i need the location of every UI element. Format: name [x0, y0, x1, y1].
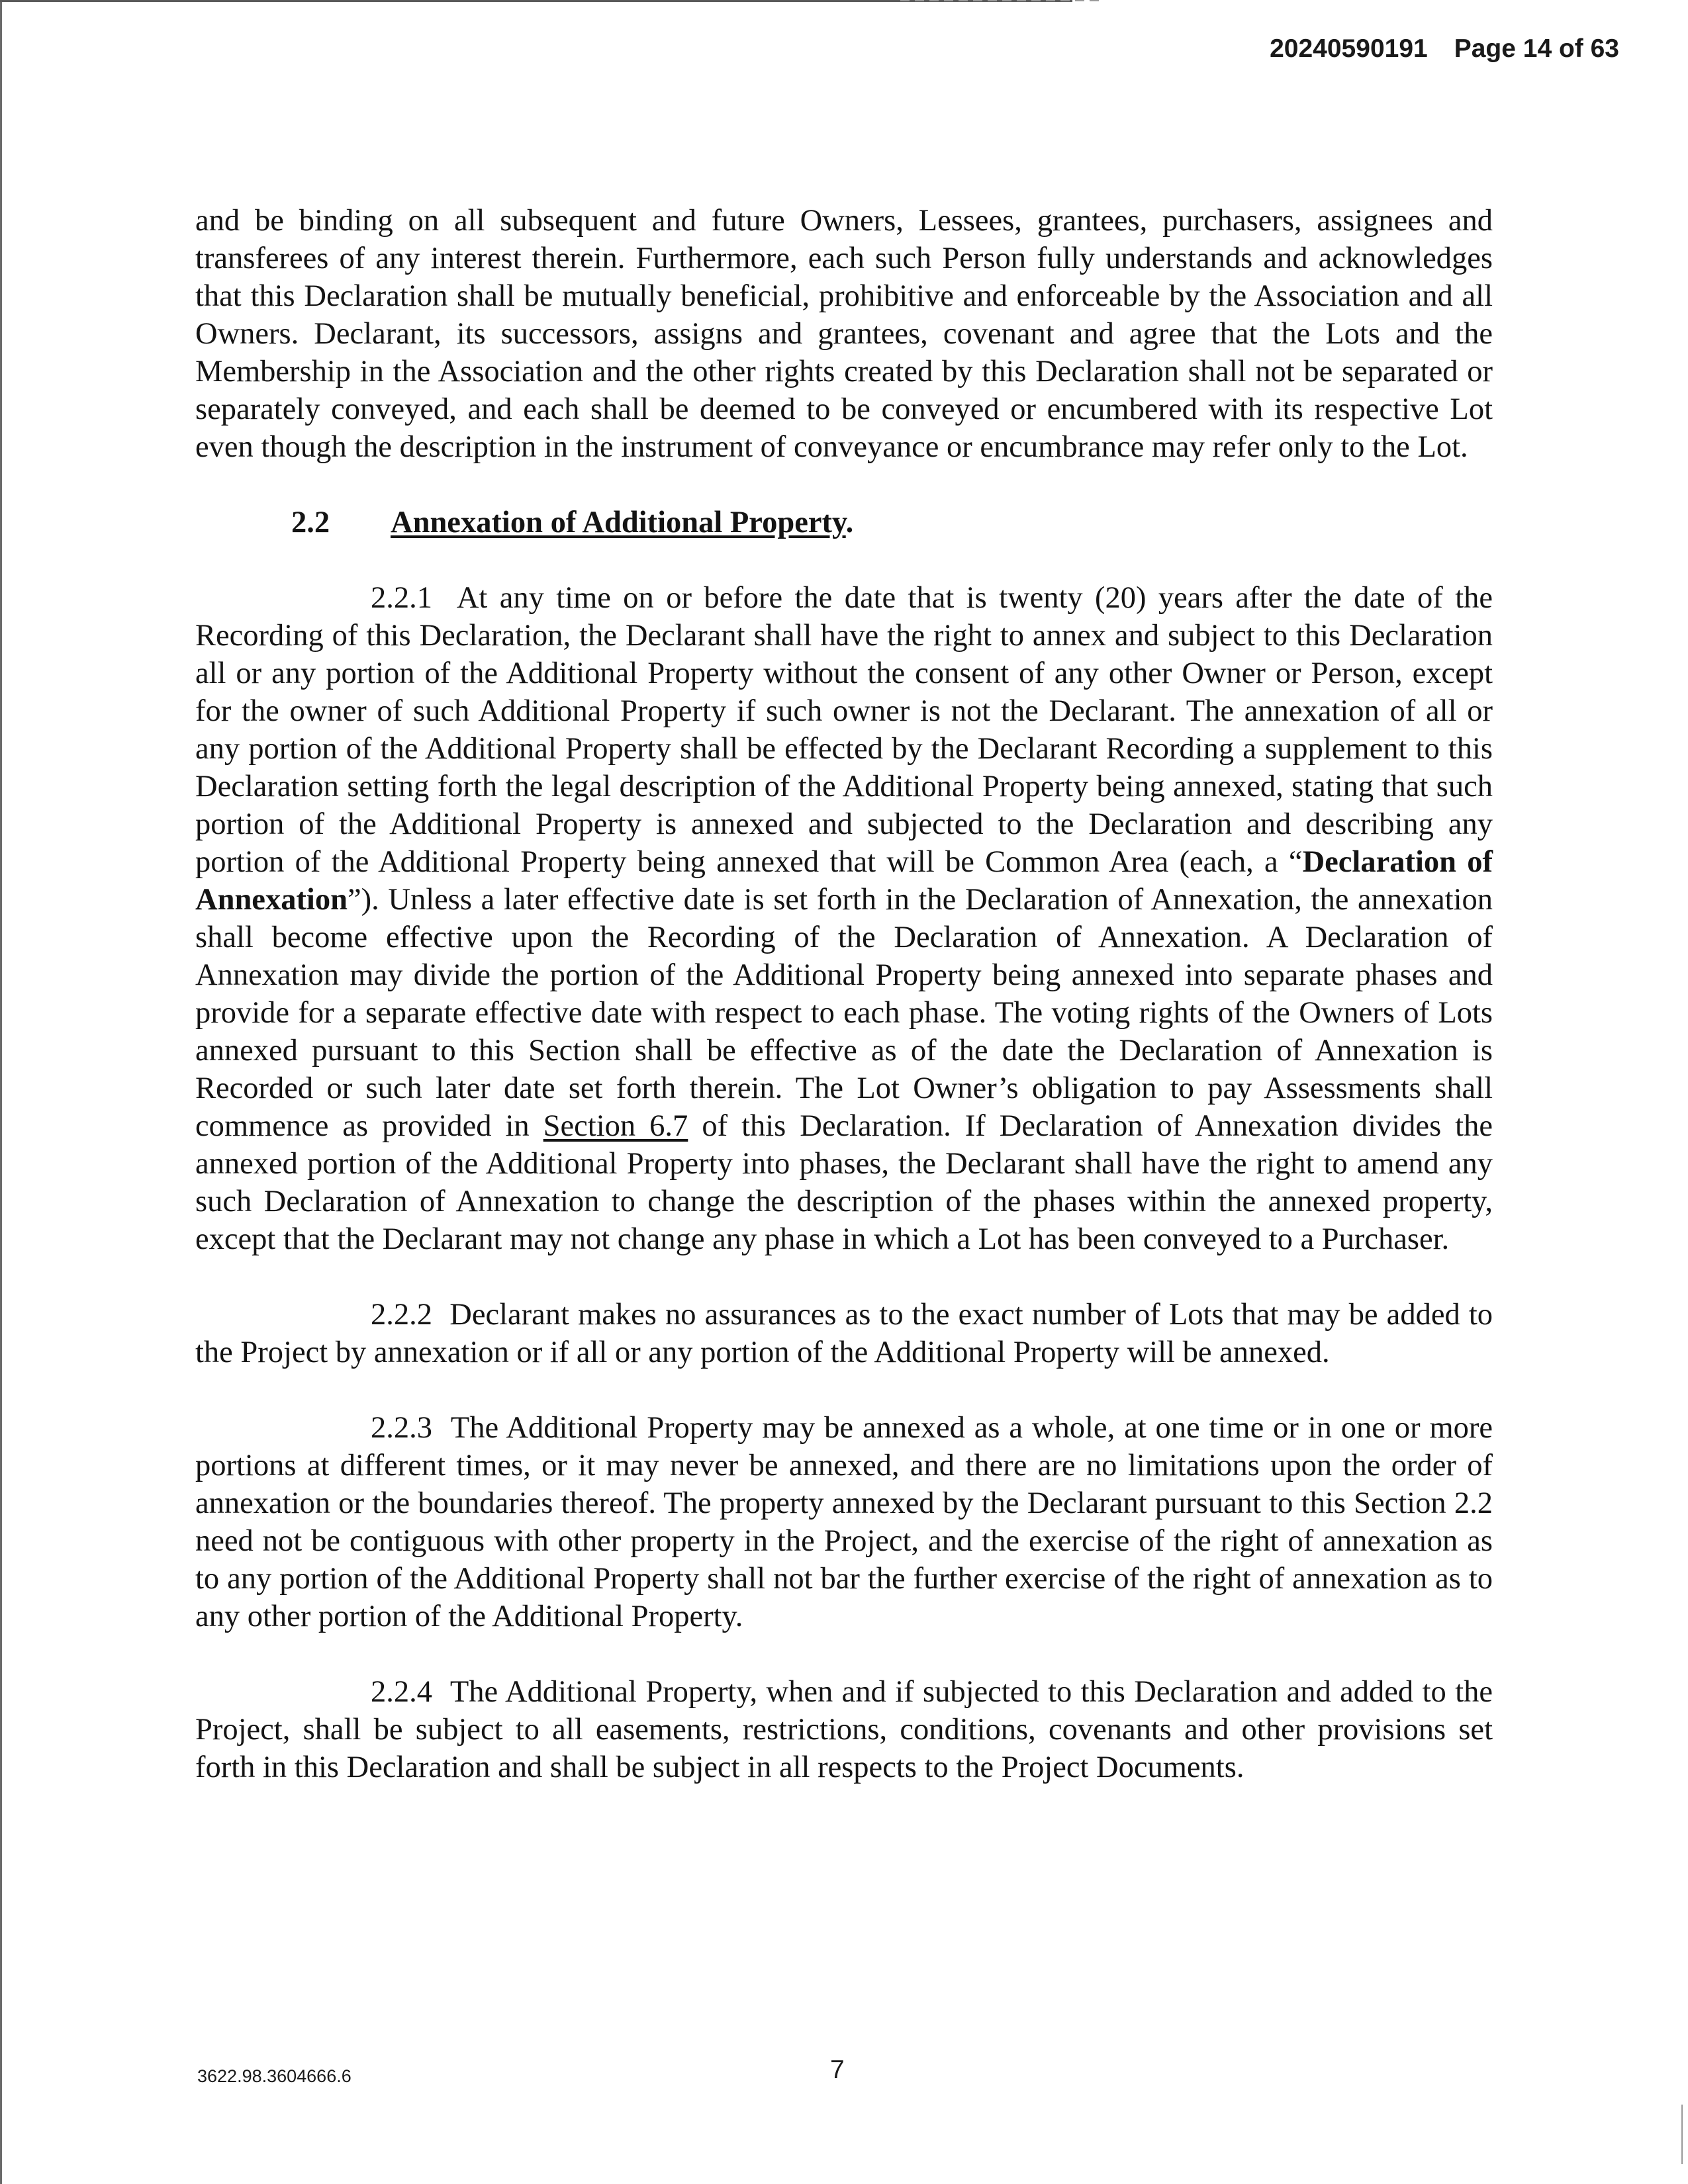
subsection-number: 2.2.3: [371, 1411, 432, 1445]
document-body: [195, 202, 1493, 1824]
scan-edge-right: [1681, 2105, 1683, 2164]
footer-document-id: 3622.98.3604666.6: [197, 2066, 352, 2086]
subsection-2-2-2: 2.2.2 Declarant makes no assurances as to the exact number of Lots that may be added to the Project by annexation or if all or any portion of the Additional Property will be annexed.: [195, 1296, 1493, 1371]
subsection-number: 2.2.2: [371, 1298, 432, 1332]
subsection-number: 2.2.1: [371, 581, 432, 615]
paragraph-continuation: and be binding on all subsequent and future Owners, Lessees, grantees, purchasers, assignees and transferees of any interest therein. Furthermore, each such Person fully understands and acknowledges that this Declaration shall be mutually beneficial, prohibitive and enforceable by the Association and all Owners. Declarant, its successors, assigns and grantees, covenant and agree that the Lots and the Membership in the Association and the other rights created by this Declaration shall not be separated or separately conveyed, and each shall be deemed to be conveyed or encumbered with its respective Lot even though the description in the instrument of conveyance or encumbrance may refer only to the Lot.: [195, 204, 1493, 464]
subsection-2-2-4: 2.2.4 The Additional Property, when and if subjected to this Declaration and added to the Project, shall be subject to all easements, restrictions, conditions, covenants and other provisions set forth in this Declaration and shall be subject in all respects to the Project Documents.: [195, 1673, 1493, 1786]
subsection-2-2-3: 2.2.3 The Additional Property may be annexed as a whole, at one time or in one or more portions at different times, or it may never be annexed, and there are no limitations upon the order of annexation or the boundaries thereof. The property annexed by the Declarant pursuant to this Section 2.2 need not be contiguous with other property in the Project, and the exercise of the right of annexation as to any portion of the Additional Property shall not bar the further exercise of the right of annexation as to any other portion of the Additional Property.: [195, 1409, 1493, 1635]
recording-stamp: [1270, 34, 1619, 64]
subsection-2-2-1: 2.2.1 At any time on or before the date that is twenty (20) years after the date of the Recording of this Declaration, the Declarant shall have the right to annex and subject to this Declaration all or any portion of the Additional Property without the consent of any other Owner or Person, except for the owner of such Additional Property if such owner is not the Declarant. The annexation of all or any portion of the Additional Property shall be effected by the Declarant Recording a supplement to this Declaration setting forth the legal description of the Additional Property being annexed, stating that such portion of the Additional Property is annexed and subjected to the Declaration and describing any portion of the Additional Property being annexed that will be Common Area (each, a “Declaration of Annexation”). Unless a later effective date is set forth in the Declaration of Annexation, the annexation shall become effective upon the Recording of the Declaration of Annexation. A Declaration of Annexation may divide the portion of the Additional Property being annexed into separate phases and provide for a separate effective date with respect to each phase. The voting rights of the Owners of Lots annexed pursuant to this Section shall be effective as of the date the Declaration of Annexation is Recorded or such later date set forth therein. The Lot Owner’s obligation to pay Assessments shall commence as provided in Section 6.7 of this Declaration. If Declaration of Annexation divides the annexed portion of the Additional Property into phases, the Declarant shall have the right to amend any such Declaration of Annexation to change the description of the phases within the annexed property, except that the Declarant may not change any phase in which a Lot has been conveyed to a Purchaser.: [195, 579, 1493, 1258]
section-cross-reference: Section 6.7: [543, 1109, 688, 1143]
scan-edge-top-faint: [900, 0, 1099, 1]
subsection-number: 2.2.4: [371, 1675, 432, 1709]
section-heading: 2.2 Annexation of Additional Property.: [195, 504, 1493, 541]
section-title: Annexation of Additional Property: [391, 506, 846, 539]
section-number: 2.2: [291, 506, 330, 539]
footer-page-number: 7: [830, 2056, 845, 2084]
defined-term: Declaration of Annexation: [195, 845, 1493, 917]
page-count-label: Page 14 of 63: [1454, 34, 1619, 63]
scan-edge-left: [0, 0, 2, 2184]
document-number: 20240590191: [1270, 34, 1428, 63]
